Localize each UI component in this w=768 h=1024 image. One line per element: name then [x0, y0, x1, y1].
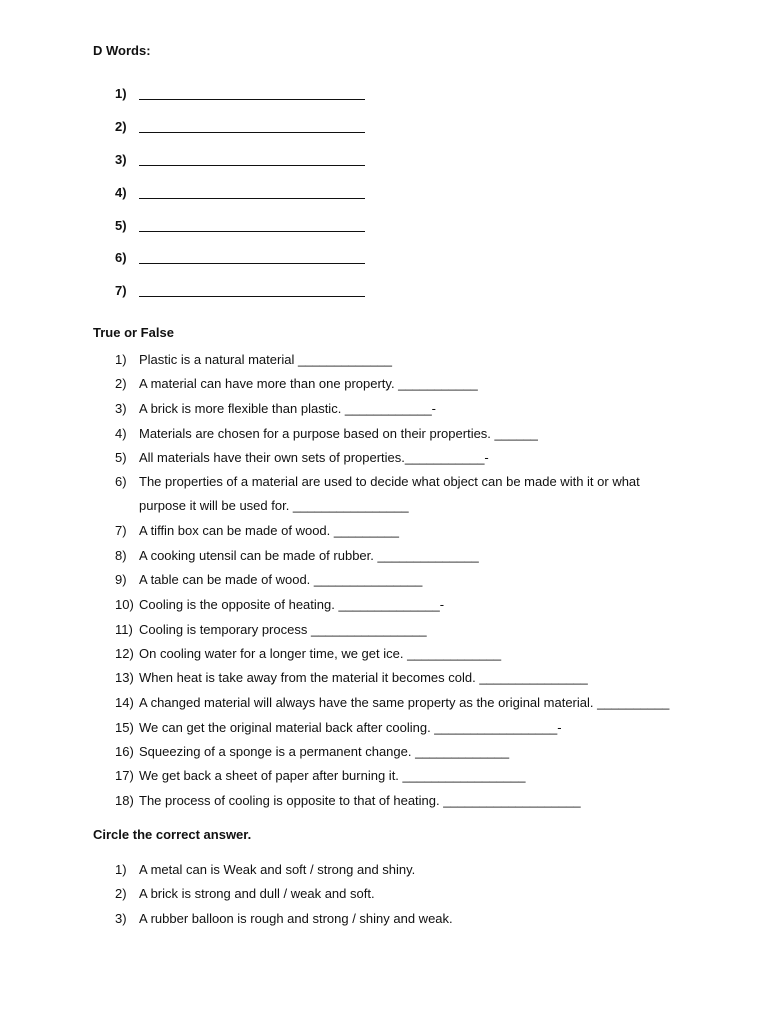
item-number: 2) — [115, 376, 127, 391]
d-word-number: 4) — [115, 185, 127, 200]
item-text: We can get the original material back after cooling. _________________- — [139, 720, 562, 735]
item-number: 11) — [115, 622, 133, 637]
item-text: A brick is more flexible than plastic. ____________- — [139, 401, 437, 416]
item-number: 6) — [115, 474, 127, 489]
item-number: 4) — [115, 426, 127, 441]
d-words-heading: D Words: — [93, 43, 151, 58]
item-number: 5) — [115, 450, 127, 465]
item-text: When heat is take away from the material it becomes cold. _______________ — [139, 670, 588, 685]
circle-answer-heading: Circle the correct answer. — [93, 827, 252, 842]
item-number: 1) — [115, 862, 127, 877]
item-number: 9) — [115, 572, 127, 587]
answer-blank[interactable] — [139, 198, 365, 199]
item-text: Squeezing of a sponge is a permanent change. _____________ — [139, 744, 510, 759]
item-text: The process of cooling is opposite to that of heating. ___________________ — [139, 793, 581, 808]
item-text: A cooking utensil can be made of rubber. ______________ — [139, 548, 479, 563]
item-text: We get back a sheet of paper after burning it. _________________ — [139, 768, 526, 783]
item-number: 7) — [115, 523, 127, 538]
item-number: 15) — [115, 720, 134, 735]
answer-blank[interactable] — [139, 132, 365, 133]
item-text: A tiffin box can be made of wood. _________ — [139, 523, 399, 538]
d-word-number: 3) — [115, 152, 127, 167]
item-number: 17) — [115, 768, 134, 783]
item-number: 10) — [115, 597, 134, 612]
item-text: On cooling water for a longer time, we get ice. _____________ — [139, 646, 502, 661]
answer-blank[interactable] — [139, 296, 365, 297]
answer-blank[interactable] — [139, 263, 365, 264]
item-number: 14) — [115, 695, 134, 710]
item-text: Plastic is a natural material _____________ — [139, 352, 392, 367]
answer-blank[interactable] — [139, 231, 365, 232]
item-number: 8) — [115, 548, 127, 563]
item-number: 3) — [115, 401, 127, 416]
true-false-heading: True or False — [93, 325, 174, 340]
item-text: purpose it will be used for. ________________ — [139, 498, 409, 513]
item-text: The properties of a material are used to decide what object can be made with it or what — [139, 474, 640, 489]
item-number: 18) — [115, 793, 134, 808]
item-text: A changed material will always have the same property as the original material. __________ — [139, 695, 670, 710]
item-text: Materials are chosen for a purpose based on their properties. ______ — [139, 426, 538, 441]
d-word-number: 7) — [115, 283, 127, 298]
d-word-number: 1) — [115, 86, 127, 101]
item-text: Cooling is temporary process ________________ — [139, 622, 427, 637]
item-text: A rubber balloon is rough and strong / shiny and weak. — [139, 911, 453, 926]
item-text: A metal can is Weak and soft / strong and shiny. — [139, 862, 416, 877]
item-number: 3) — [115, 911, 127, 926]
item-text: Cooling is the opposite of heating. ______________- — [139, 597, 445, 612]
item-number: 2) — [115, 886, 127, 901]
item-number: 1) — [115, 352, 127, 367]
answer-blank[interactable] — [139, 99, 365, 100]
item-number: 12) — [115, 646, 134, 661]
item-text: A table can be made of wood. _______________ — [139, 572, 423, 587]
item-text: A material can have more than one property. ___________ — [139, 376, 478, 391]
item-text: All materials have their own sets of properties.___________- — [139, 450, 489, 465]
d-word-number: 2) — [115, 119, 127, 134]
answer-blank[interactable] — [139, 165, 365, 166]
d-word-number: 5) — [115, 218, 127, 233]
item-number: 13) — [115, 670, 134, 685]
d-word-number: 6) — [115, 250, 127, 265]
item-number: 16) — [115, 744, 134, 759]
item-text: A brick is strong and dull / weak and soft. — [139, 886, 375, 901]
